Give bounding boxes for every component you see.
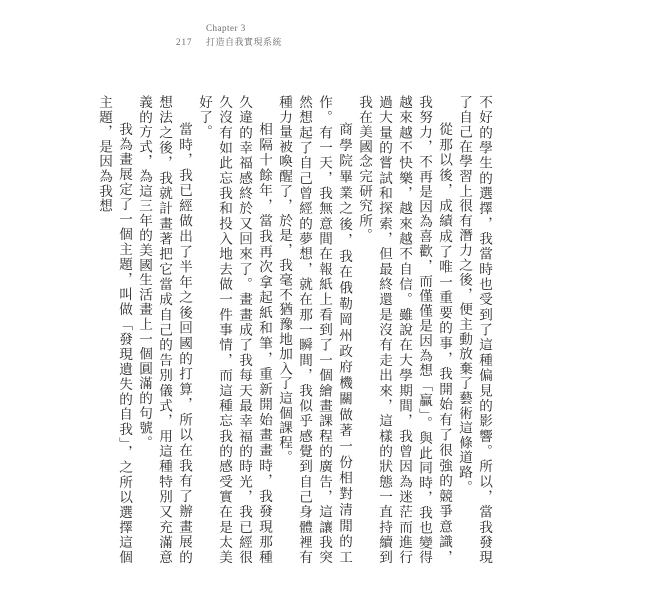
body-text — [96, 95, 494, 565]
paragraph-2: 從那以後，成績成了唯一重要的事，我開始有了很強的競爭意識，我努力，不再是因為喜歡，而僅僅是因為想「贏」。與此同時，我也變得越來越不快樂，越來越不自信。雖說在大學期間，我曾因為迷茫而進行過大量的嘗試和探索，但最終還是沒有走出來，這樣的狀態一直持續到我在美國念完研究所。 — [356, 95, 452, 565]
paragraph-3: 商學院畢業之後，我在俄勒岡州政府機關做著一份相對清閒的工作。有一天，我無意間在報紙上看到了一個繪畫課程的廣告，這讓我突然想起了自己曾經的夢想，就在那一瞬間，我似乎感覺到自己身體裡有種力量被喚醒了，於是，我毫不猶豫地加入了這個課程。 — [276, 95, 352, 565]
chapter-title: 打造自我實現系統 — [206, 37, 283, 47]
paragraph-1: 不好的學生的選擇，我當時也受到了這種偏見的影響。所以，當我發現了自己在學習上很有潛力之後，便主動放棄了藝術這條道路。 — [456, 95, 492, 565]
paragraph-4: 相隔十餘年，當我再次拿起紙和筆，重新開始畫畫時，我發現那種久違的幸福感終於又回來了。畫畫成了我每天最幸福的時光，我已經很久沒有如此忘我和投入地去做一件事情，而這種忘我的感受實在是太美好了。 — [196, 95, 272, 565]
page-number: 217 — [176, 37, 193, 47]
paragraph-6: 我為畫展定了一個主題，叫做「發現遺失的自我」，之所以選擇這個主題，是因為我想 — [96, 95, 132, 565]
paragraph-5: 當時，我已經做出了半年之後回國的打算，所以在我有了辦畫展的想法之後，我就計畫著把它當成自己的告別儀式，用這種特別又充滿意義的方式，為這三年的美國生活畫上一個圓滿的句號。 — [136, 95, 192, 565]
chapter-label: Chapter 3 — [206, 23, 246, 33]
